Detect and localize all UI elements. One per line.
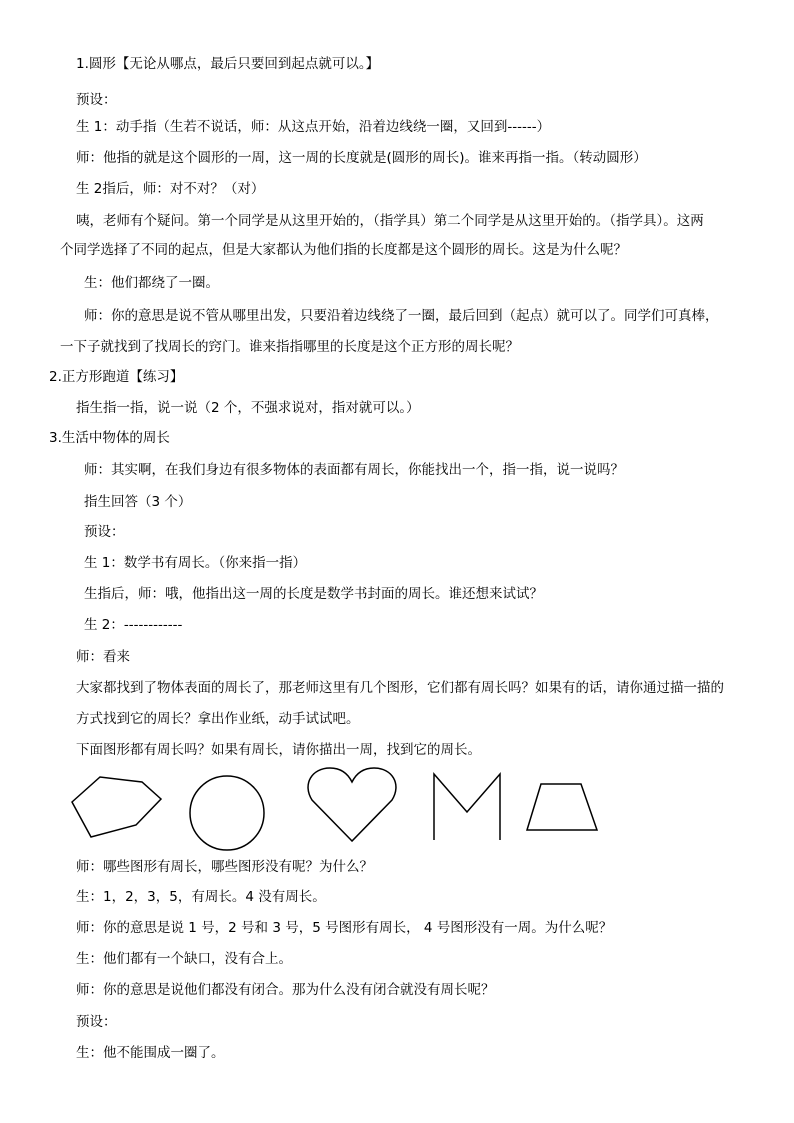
text-line: 咦，老师有个疑问。第一个同学是从这里开始的，（指学具）第二个同学是从这里开始的。（指学具）。这两 (76, 213, 704, 229)
text-line: 师：哪些图形有周长，哪些图形没有呢？为什么？ (76, 859, 373, 875)
text-line: 师：看来 (76, 649, 130, 665)
text-line: 师：他指的就是这个圆形的一周，这一周的长度就是(圆形的周长)。谁来再指一指。（转动圆形） (76, 150, 647, 166)
pentagon-shape (72, 777, 161, 837)
text-line: 大家都找到了物体表面的周长了，那老师这里有几个图形，它们都有周长吗？如果有的话，请你通过描一描的 (76, 680, 724, 696)
text-line: 指生回答（3 个） (84, 494, 192, 510)
text-line: 生：他们都绕了一圈。 (84, 275, 219, 291)
text-line: 生：他们都有一个缺口，没有合上。 (76, 951, 292, 967)
text-line: 生 1：数学书有周长。（你来指一指） (84, 555, 307, 571)
preset-label: 预设： (76, 1014, 117, 1030)
preset-label: 预设： (76, 92, 117, 108)
heading-square-track: 2.正方形跑道【练习】 (49, 369, 184, 385)
text-line: 一下子就找到了找周长的窍门。谁来指指哪里的长度是这个正方形的周长呢？ (60, 339, 519, 355)
heart-shape (308, 768, 396, 841)
figure-row (60, 762, 620, 852)
circle-shape (190, 776, 264, 850)
text-line: 个同学选择了不同的起点，但是大家都认为他们指的长度都是这个圆形的周长。这是为什么呢？ (60, 242, 627, 258)
text-line: 师：你的意思是说 1 号，2 号和 3 号，5 号图形有周长， 4 号图形没有一周。为什么呢？ (76, 920, 613, 936)
text-line: 师：你的意思是说不管从哪里出发，只要沿着边线绕了一圈，最后回到（起点）就可以了。同学们可真棒， (84, 308, 719, 324)
m-open-shape (434, 774, 500, 840)
text-line: 生指后，师：哦，他指出这一周的长度是数学书封面的周长。谁还想来试试？ (84, 586, 543, 602)
text-line: 生 2：------------ (84, 617, 183, 633)
text-line: 生 1：动手指（生若不说话，师：从这点开始，沿着边线绕一圈，又回到------） (76, 119, 551, 135)
heading-life-objects: 3.生活中物体的周长 (49, 430, 170, 446)
text-line: 下面图形都有周长吗？如果有周长，请你描出一周，找到它的周长。 (76, 742, 481, 758)
text-line: 师：你的意思是说他们都没有闭合。那为什么没有闭合就没有周长呢？ (76, 982, 495, 998)
text-line: 生 2指后，师：对不对？（对） (76, 181, 265, 197)
preset-label: 预设： (84, 524, 125, 540)
text-line: 指生指一指，说一说（2 个，不强求说对，指对就可以。） (76, 400, 420, 416)
trapezoid-shape (527, 784, 597, 830)
text-line: 师：其实啊，在我们身边有很多物体的表面都有周长，你能找出一个，指一指，说一说吗？ (84, 462, 624, 478)
text-line: 生：1，2，3，5，有周长。4 没有周长。 (76, 889, 326, 905)
text-line: 生：他不能围成一圈了。 (76, 1045, 225, 1061)
text-line: 方式找到它的周长？拿出作业纸，动手试试吧。 (76, 711, 360, 727)
heading-circle: 1.圆形【无论从哪点，最后只要回到起点就可以。】 (76, 56, 380, 72)
